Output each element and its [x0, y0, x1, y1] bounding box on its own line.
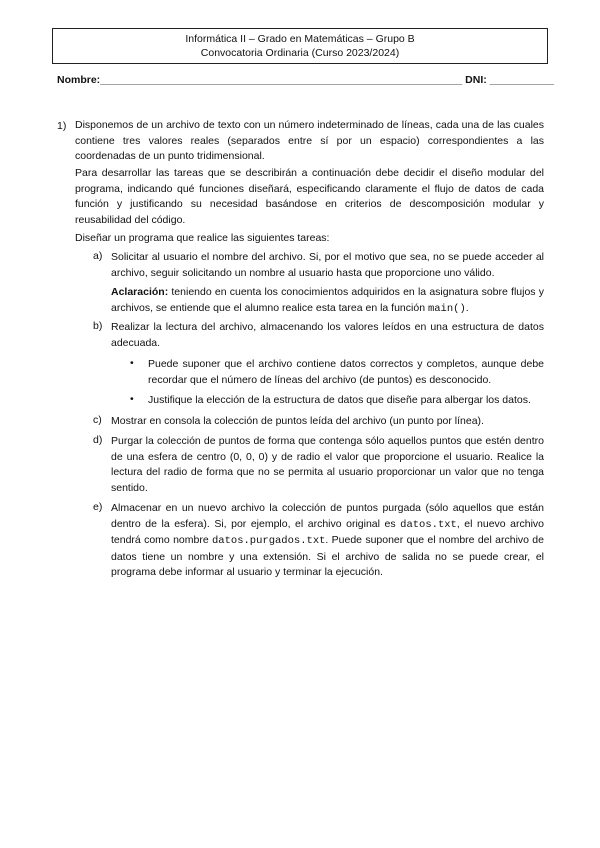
item-a-note-label: Aclaración:	[111, 286, 169, 298]
name-blank: ______________________________________________________________	[100, 74, 463, 86]
item-e-text-2: , el nuevo archivo tendrá como nombre	[111, 517, 544, 546]
student-fields	[57, 74, 554, 86]
design-paragraph: Para desarrollar las tareas que se describirán a continuación debe decidir el diseño modular del programa, indicando qué funciones diseñará, especificando claramente el flujo de datos de cada función y justificando su necesidad basándose en criterios de descomposición modular y reusabilidad del código.	[75, 167, 544, 226]
dni-label: DNI:	[465, 74, 487, 86]
item-a-note-code: main()	[427, 302, 466, 315]
item-a-letter: a)	[93, 250, 103, 262]
header-session-line: Convocatoria Ordinaria (Curso 2023/2024)	[200, 47, 400, 59]
dni-blank: ___________	[489, 74, 554, 86]
item-a-text: Solicitar al usuario el nombre del archivo. Si, por el motivo que sea, no se puede acceder al archivo, seguir solicitando un nombre al usuario hasta que proporcione uno válido.	[111, 251, 544, 279]
item-b-text: Realizar la lectura del archivo, almacenando los valores leídos en una estructura de datos adecuada.	[111, 321, 544, 349]
question-intro: Disponemos de un archivo de texto con un número indeterminado de líneas, cada una de las cuales contiene tres valores reales (separados entre sí por un espacio) correspondientes a las coordenadas de un punto tridimensional.	[75, 119, 544, 162]
item-e-code-1: datos.txt	[400, 518, 457, 531]
item-b-letter: b)	[93, 320, 103, 332]
item-b-bullet-2: Justifique la elección de la estructura de datos que diseñe para albergar los datos.	[148, 394, 531, 406]
item-e-text	[111, 501, 544, 581]
item-e-text-1: Almacenar en un nuevo archivo la colección de puntos purgada (sólo aquellos que están dentro de la esfera). Si, por ejemplo, el archivo original es	[111, 502, 544, 530]
item-a-note-end: .	[465, 301, 469, 314]
item-a-note-text: teniendo en cuenta los conocimientos adquiridos en la asignatura sobre flujos y archivos, se entiende que el alumno realice esta tarea en la función	[111, 286, 544, 314]
bullet-icon: •	[130, 357, 134, 369]
item-c-letter: c)	[93, 414, 102, 426]
bullet-icon: •	[130, 393, 134, 405]
question-number: 1)	[57, 120, 67, 132]
exam-header	[52, 28, 548, 64]
item-a-note	[111, 285, 544, 317]
item-c-text: Mostrar en consola la colección de puntos leída del archivo (un punto por línea).	[111, 415, 484, 427]
item-e-letter: e)	[93, 501, 103, 513]
item-d-text: Purgar la colección de puntos de forma que contenga sólo aquellos puntos que estén dentro de una esfera de centro (0, 0, 0) y de radio el valor que proporcione el usuario. Realice la lectura del radio de forma que no se permita al usuario proporcionar un valor que no tenga sentido.	[111, 435, 544, 494]
item-b-bullet-1: Puede suponer que el archivo contiene datos correctos y completos, aunque debe recordar que el número de líneas del archivo (de puntos) es desconocido.	[148, 358, 544, 386]
tasks-intro: Diseñar un programa que realice las siguientes tareas:	[75, 232, 330, 244]
item-d-letter: d)	[93, 434, 103, 446]
name-label: Nombre:	[57, 74, 101, 86]
item-e-text-3: . Puede suponer que el nombre del archivo de datos tiene un nombre y una extensión. Si el archivo de salida no se puede crear, el programa debe informar al usuario y terminar la ejecución.	[111, 534, 544, 578]
header-course-line: Informática II – Grado en Matemáticas – Grupo B	[185, 33, 415, 45]
item-e-code-2: datos.purgados.txt	[212, 535, 326, 547]
